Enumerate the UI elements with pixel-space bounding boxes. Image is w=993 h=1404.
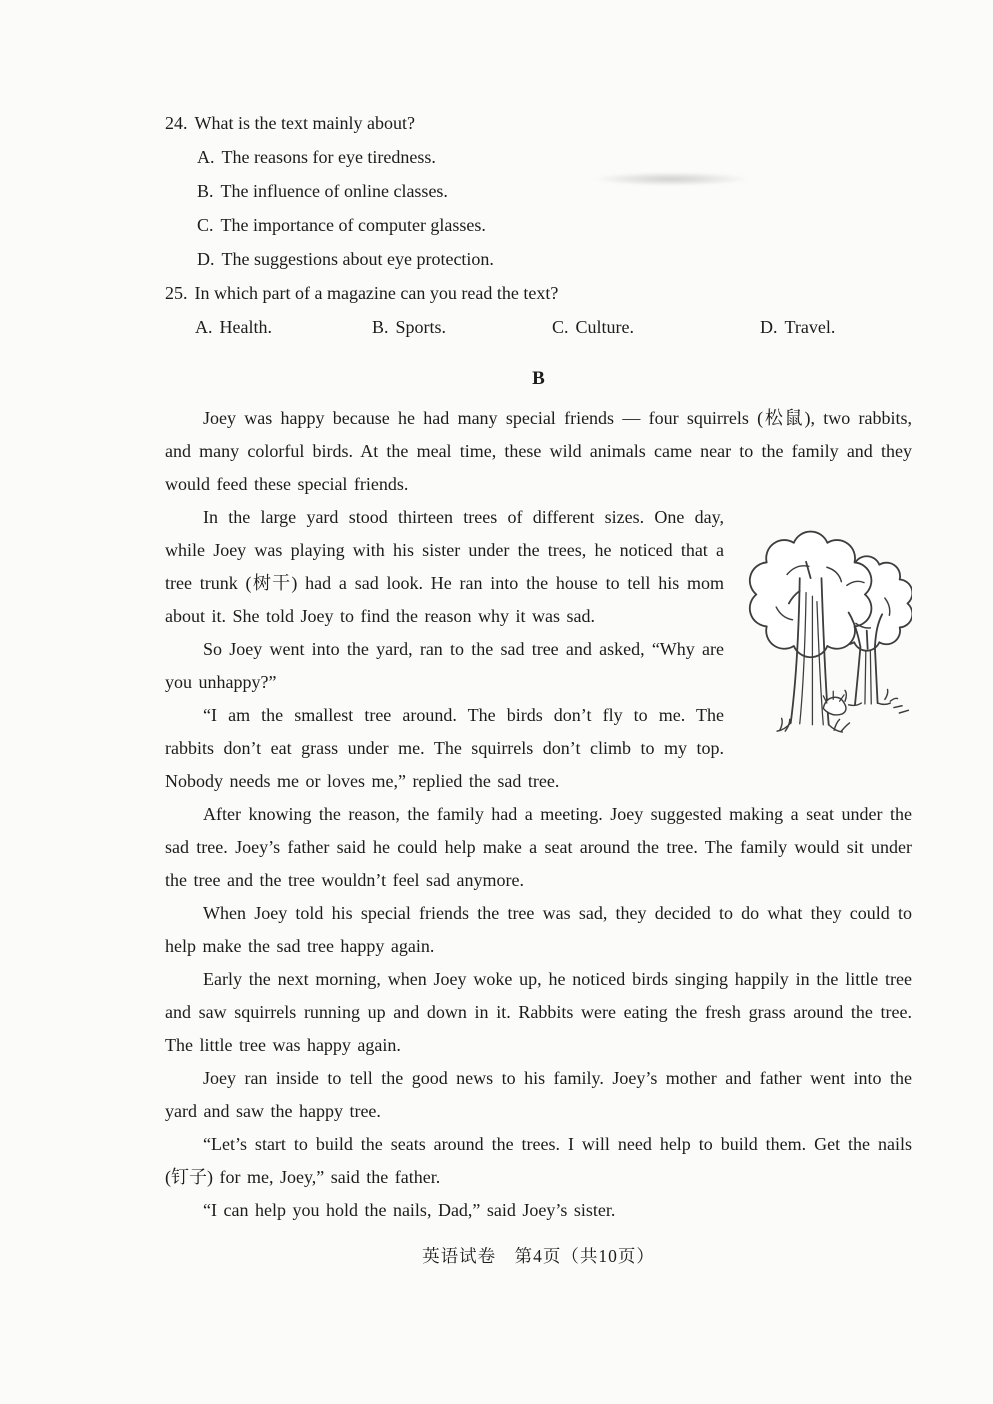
page-footer-text: 英语试卷 第4页（共10页） bbox=[422, 1246, 655, 1266]
page-content bbox=[165, 106, 912, 1268]
question-24-option-c bbox=[165, 208, 912, 242]
passage-paragraph: “I am the smallest tree around. The birds don’t fly to me. The rabbits don’t eat grass under me. The squirrels don’t climb to my top. Nobody needs me or loves me,” replied the sad tree. bbox=[165, 705, 724, 791]
passage-paragraph: Joey ran inside to tell the good news to his family. Joey’s mother and father went into the yard and saw the happy tree. bbox=[165, 1068, 912, 1121]
question-24-line bbox=[165, 106, 912, 140]
option-label: B. bbox=[372, 317, 389, 337]
option-text: Travel. bbox=[784, 317, 836, 337]
reading-passage bbox=[165, 402, 912, 1227]
option-text: The suggestions about eye protection. bbox=[221, 249, 494, 269]
question-25-option-c bbox=[552, 310, 634, 344]
question-24-option-b bbox=[165, 174, 912, 208]
option-label: C. bbox=[197, 215, 214, 235]
option-text: The reasons for eye tiredness. bbox=[221, 147, 436, 167]
section-b-heading: B bbox=[532, 368, 545, 389]
question-24-number: 24. bbox=[165, 113, 188, 133]
option-text: The influence of online classes. bbox=[220, 181, 448, 201]
question-25-line bbox=[165, 276, 912, 310]
question-24 bbox=[165, 106, 912, 276]
question-25-option-b bbox=[372, 310, 446, 344]
question-24-text: What is the text mainly about? bbox=[194, 113, 415, 133]
question-25-number: 25. bbox=[165, 283, 188, 303]
passage-paragraph: So Joey went into the yard, ran to the sad tree and asked, “Why are you unhappy?” bbox=[165, 639, 724, 692]
question-24-option-d bbox=[165, 242, 912, 276]
passage-paragraph: When Joey told his special friends the tree was sad, they decided to do what they could to help make the sad tree happy again. bbox=[165, 903, 912, 956]
option-label: A. bbox=[195, 317, 213, 337]
question-25-option-a bbox=[195, 310, 272, 344]
passage-paragraph: In the large yard stood thirteen trees of different sizes. One day, while Joey was playing with his sister under the trees, he noticed that a tree trunk (树干) had a sad look. He ran into the house to tell his mom about it. She told Joey to find the reason why it was sad. bbox=[165, 507, 724, 626]
passage-paragraph: “I can help you hold the nails, Dad,” said Joey’s sister. bbox=[203, 1200, 616, 1220]
question-25-option-d bbox=[760, 310, 835, 344]
option-text: Sports. bbox=[395, 317, 447, 337]
option-label: A. bbox=[197, 147, 215, 167]
passage-paragraph: Early the next morning, when Joey woke up, he noticed birds singing happily in the little tree and saw squirrels running up and down in it. Rabbits were eating the fresh grass around the tree. The little tree was happy again. bbox=[165, 969, 912, 1055]
trees-illustration bbox=[740, 503, 912, 751]
question-25-text: In which part of a magazine can you read the text? bbox=[194, 283, 559, 303]
option-text: Culture. bbox=[575, 317, 635, 337]
page-footer bbox=[165, 1243, 912, 1268]
option-text: The importance of computer glasses. bbox=[220, 215, 486, 235]
question-24-option-a bbox=[165, 140, 912, 174]
passage-paragraph: “Let’s start to build the seats around the trees. I will need help to build them. Get the nails (钉子) for me, Joey,” said the father. bbox=[165, 1134, 912, 1187]
two-trees-icon bbox=[740, 503, 912, 751]
passage-paragraph: After knowing the reason, the family had a meeting. Joey suggested making a seat under the sad tree. Joey’s father said he could help make a seat around the tree. The family would sit under the tree and the tree wouldn’t feel sad anymore. bbox=[165, 804, 912, 890]
option-text: Health. bbox=[219, 317, 272, 337]
question-25 bbox=[165, 276, 912, 344]
passage-paragraph: Joey was happy because he had many special friends — four squirrels (松鼠), two rabbits, and many colorful birds. At the meal time, these wild animals came near to the family and they would feed these special friends. bbox=[165, 408, 912, 494]
option-label: D. bbox=[197, 249, 215, 269]
question-25-options bbox=[165, 310, 912, 344]
option-label: D. bbox=[760, 317, 778, 337]
option-label: C. bbox=[552, 317, 569, 337]
option-label: B. bbox=[197, 181, 214, 201]
